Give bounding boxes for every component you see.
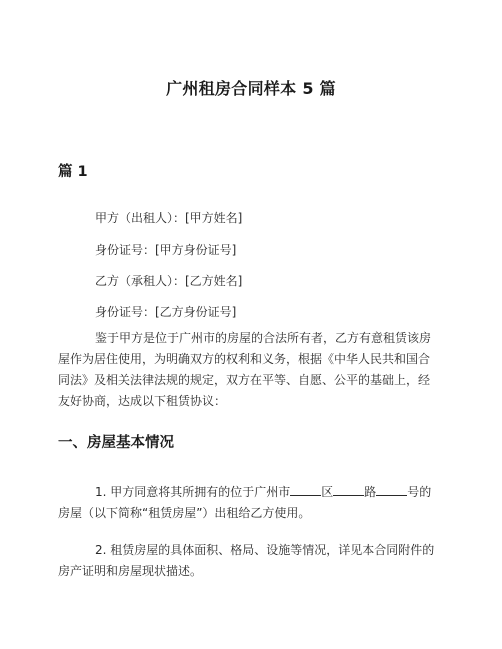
preamble-line: 鉴于甲方是位于广州市的房屋的合法所有者，乙方有意租赁该房: [95, 331, 432, 345]
clause-1-text: 区: [321, 485, 334, 499]
party-b-id-line: 身份证号：[乙方身份证号]: [95, 305, 237, 319]
clause-1-line-1: [58, 482, 434, 503]
preamble-line: 友好协商，达成以下租赁协议：: [58, 394, 227, 408]
document-title: 广州租房合同样本 5 篇: [166, 79, 336, 98]
address-blank-district: [290, 483, 321, 496]
address-blank-road: [333, 483, 364, 496]
address-blank-number: [376, 483, 407, 496]
party-a-id-line: 身份证号：[甲方身份证号]: [95, 243, 237, 257]
clause-1-text: 1. 甲方同意将其所拥有的位于广州市: [95, 485, 291, 499]
clause-1: [58, 482, 434, 524]
clause-2: [58, 540, 434, 582]
subsection-heading: 一、房屋基本情况: [58, 435, 174, 451]
clause-1-line-2: 房屋（以下简称“租赁房屋”）出租给乙方使用。: [58, 506, 311, 520]
preamble-line: 同法》及相关法律法规的规定，双方在平等、自愿、公平的基础上，经: [58, 373, 431, 387]
clause-1-text: 路: [364, 485, 377, 499]
clause-1-text: 号的: [407, 485, 432, 499]
clause-2-line: 房产证明和房屋现状描述。: [58, 564, 203, 578]
clause-2-line: 2. 租赁房屋的具体面积、格局、设施等情况，详见本合同附件的: [95, 543, 435, 557]
preamble-line: 屋作为居住使用，为明确双方的权利和义务，根据《中华人民共和国合: [58, 352, 431, 366]
party-b-line: 乙方（承租人）：[乙方姓名]: [95, 274, 243, 288]
party-a-line: 甲方（出租人）：[甲方姓名]: [95, 211, 243, 225]
section-heading-1: 篇 1: [58, 164, 88, 180]
preamble-paragraph: [58, 328, 434, 412]
